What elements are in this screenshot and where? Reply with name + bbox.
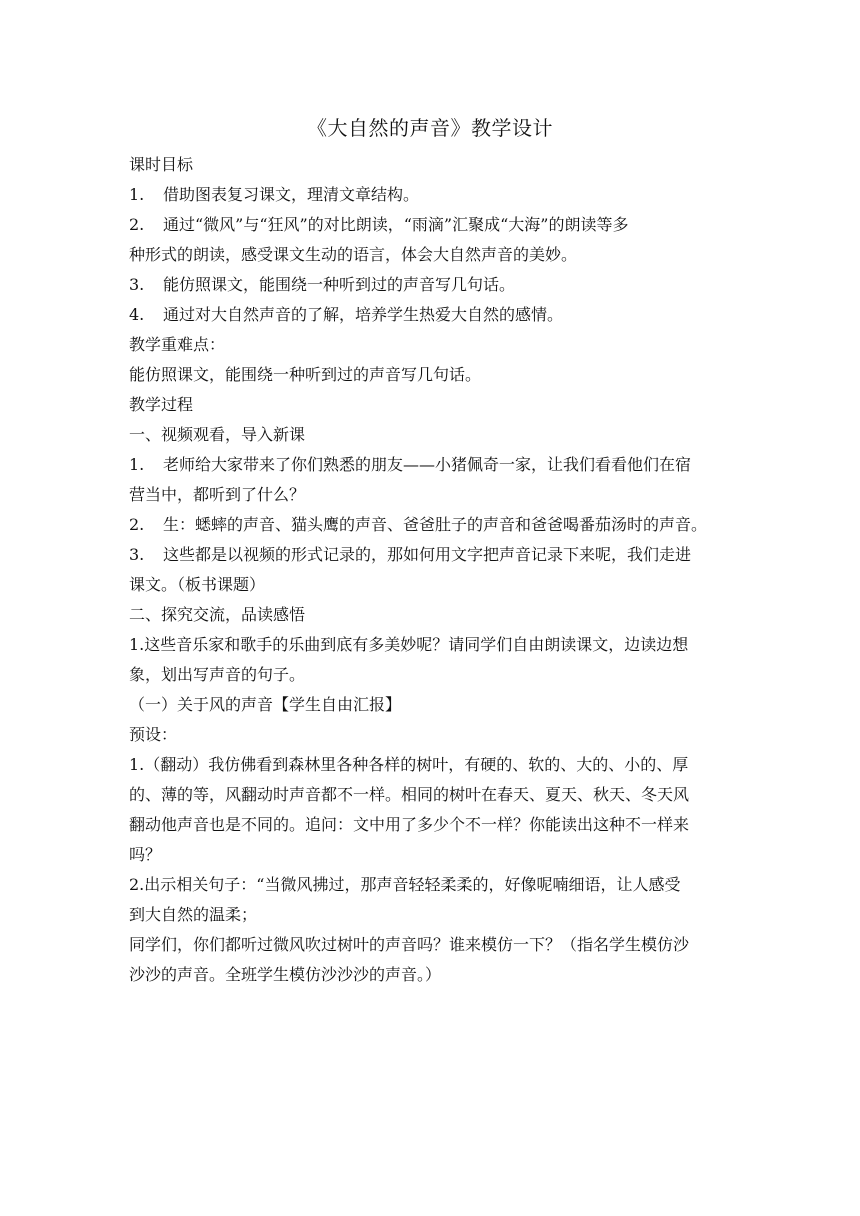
objective-1 <box>129 180 731 210</box>
objective-3 <box>129 270 731 300</box>
part-2-paragraph-line: 1.这些音乐家和歌手的乐曲到底有多美妙呢？请同学们自由朗读课文，边读边想 <box>129 635 689 654</box>
item-text: 生：蟋蟀的声音、猫头鹰的声音、爸爸肚子的声音和爸爸喝番茄汤时的声音。 <box>163 515 708 534</box>
objective-text: 通过对大自然声音的了解，培养学生热爱大自然的感情。 <box>163 305 564 324</box>
part-1-item-3-continued: 课文。（板书课题） <box>129 575 266 594</box>
preset-3-line: 同学们，你们都听过微风吹过树叶的声音吗？谁来模仿一下？（指名学生模仿沙 <box>129 935 690 954</box>
item-number: 1. <box>129 455 145 474</box>
objective-2-continued: 种形式的朗读，感受课文生动的语言，体会大自然声音的美妙。 <box>129 245 578 264</box>
key-points-text: 能仿照课文，能围绕一种听到过的声音写几句话。 <box>129 365 482 384</box>
item-number: 2. <box>129 515 145 534</box>
part-1-item-1-continued: 营当中，都听到了什么？ <box>129 485 306 504</box>
preset-2-line: 2.出示相关句子：“当微风拂过，那声音轻轻柔柔的，好像呢喃细语，让人感受 <box>129 875 681 894</box>
preset-label: 预设： <box>129 725 178 744</box>
preset-3-line: 沙沙的声音。全班学生模仿沙沙沙的声音。） <box>129 965 442 984</box>
objective-text: 能仿照课文，能围绕一种听到过的声音写几句话。 <box>163 275 516 294</box>
preset-1-line: 翻动他声音也是不同的。追问：文中用了多少个不一样？你能读出这种不一样来 <box>129 815 690 834</box>
objective-number: 4. <box>129 305 145 324</box>
objective-text: 借助图表复习课文，理清文章结构。 <box>163 185 420 204</box>
objective-2 <box>129 210 731 240</box>
objective-number: 1. <box>129 185 145 204</box>
objectives-heading: 课时目标 <box>129 155 194 174</box>
subsection-1-heading: （一）关于风的声音【学生自由汇报】 <box>129 695 402 714</box>
part-1-item-2 <box>129 510 731 540</box>
document-title: 《大自然的声音》教学设计 <box>307 116 553 140</box>
item-number: 3. <box>129 545 145 564</box>
objective-4 <box>129 300 731 330</box>
objective-number: 3. <box>129 275 145 294</box>
item-text: 老师给大家带来了你们熟悉的朋友——小猪佩奇一家，让我们看看他们在宿 <box>163 455 692 474</box>
part-2-heading: 二、探究交流，品读感悟 <box>129 605 306 624</box>
objective-number: 2. <box>129 215 145 234</box>
part-1-heading: 一、视频观看，导入新课 <box>129 425 306 444</box>
item-text: 这些都是以视频的形式记录的，那如何用文字把声音记录下来呢，我们走进 <box>163 545 692 564</box>
preset-1-line: 的、薄的等，风翻动时声音都不一样。相同的树叶在春天、夏天、秋天、冬天风 <box>129 785 690 804</box>
key-points-heading: 教学重难点： <box>129 335 226 354</box>
preset-1-line: 吗？ <box>129 845 162 864</box>
preset-1-line: 1.（翻动）我仿佛看到森林里各种各样的树叶，有硬的、软的、大的、小的、厚 <box>129 755 689 774</box>
preset-2-line: 到大自然的温柔； <box>129 905 258 924</box>
part-1-item-3 <box>129 540 731 570</box>
part-1-item-1 <box>129 450 731 480</box>
part-2-paragraph-line: 象，划出写声音的句子。 <box>129 665 306 684</box>
objective-text: 通过“微风”与“狂风”的对比朗读，“雨滴”汇聚成“大海”的朗读等多 <box>163 215 629 234</box>
process-heading: 教学过程 <box>129 395 194 414</box>
